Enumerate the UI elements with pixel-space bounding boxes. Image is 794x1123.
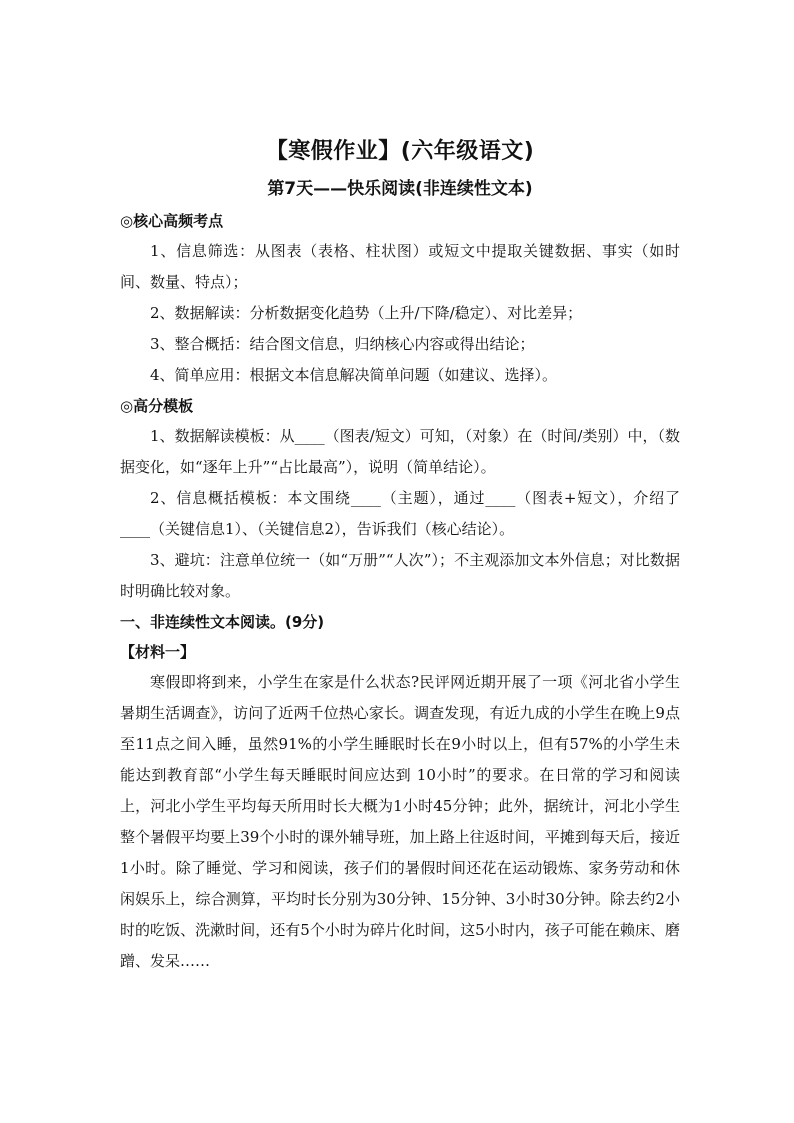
template-item-3: 3、避坑：注意单位统一（如“万册”“人次”）；不主观添加文本外信息；对比数据时明确比较对象。	[120, 551, 680, 600]
material-label: 【材料一】	[120, 643, 196, 661]
exercise-heading: 一、非连续性文本阅读。(9分)	[120, 613, 325, 631]
page-subtitle: 第7天——快乐阅读(非连续性文本)	[267, 179, 533, 199]
template-section	[120, 391, 680, 607]
exercise-section	[120, 607, 680, 977]
core-item-4: 4、简单应用：根据文本信息解决简单问题（如建议、选择）。	[150, 366, 558, 384]
document-page	[120, 134, 680, 977]
page-title: 【寒假作业】(六年级语文)	[265, 139, 535, 164]
template-item-1: 1、数据解读模板：从____（图表/短文）可知，（对象）在（时间/类别）中，（数据变化，如“逐年上升”“占比最高”），说明（简单结论）。	[120, 427, 680, 476]
template-heading: ◎高分模板	[120, 397, 194, 415]
core-section	[120, 206, 680, 391]
template-item-2: 2、信息概括模板：本文围绕____（主题），通过____（图表+短文），介绍了____（关键信息1）、（关键信息2），告诉我们（核心结论）。	[120, 489, 680, 538]
core-item-2: 2、数据解读：分析数据变化趋势（上升/下降/稳定）、对比差异；	[150, 304, 583, 322]
core-heading: ◎核心高频考点	[120, 212, 224, 230]
core-item-3: 3、整合概括：结合图文信息，归纳核心内容或得出结论；	[150, 335, 535, 353]
core-item-1: 1、信息筛选：从图表（表格、柱状图）或短文中提取关键数据、事实（如时间、数量、特点）；	[120, 242, 680, 291]
material-passage: 寒假即将到来，小学生在家是什么状态?民评网近期开展了一项《河北省小学生暑期生活调查》，访问了近两千位热心家长。调查发现，有近九成的小学生在晚上9点至11点之间入睡，虽然91%的小学生睡眠时长在9小时以上，但有57%的小学生未能达到教育部“小学生每天睡眠时间应达到 10小时”的要求。在日常的学习和阅读上，河北小学生平均每天所用时长大概为1小时45分钟；此外，据统计，河北小学生整个暑假平均要上39个小时的课外辅导班，加上路上往返时间，平摊到每天后，接近1小时。除了睡觉、学习和阅读，孩子们的暑假时间还花在运动锻炼、家务劳动和休闲娱乐上，综合测算，平均时长分别为30分钟、15分钟、3小时30分钟。除去约2小时的吃饭、洗漱时间，还有5个小时为碎片化时间，这5小时内，孩子可能在赖床、磨蹭、发呆……	[120, 673, 680, 970]
